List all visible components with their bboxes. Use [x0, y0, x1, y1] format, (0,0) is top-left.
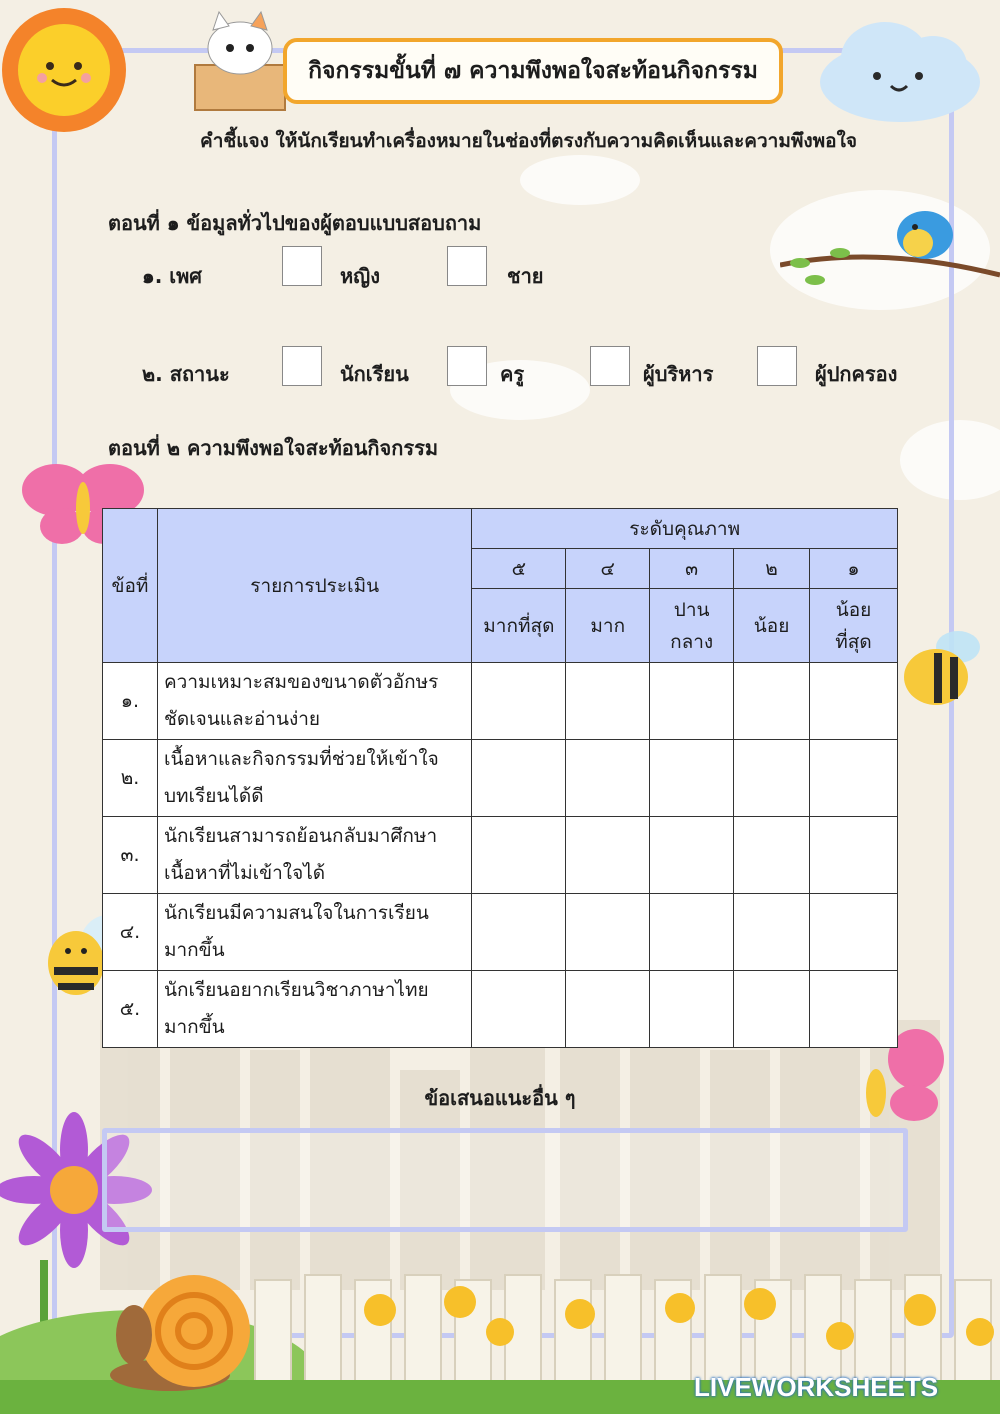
table-row [103, 971, 898, 1048]
rating-cell-5[interactable] [472, 817, 566, 894]
cloud-icon [815, 14, 985, 129]
table-row [103, 663, 898, 740]
rating-cell-1[interactable] [810, 894, 898, 971]
row-item: นักเรียนมีความสนใจในการเรียน มากขึ้น [157, 894, 471, 971]
sun-icon [0, 0, 135, 140]
page-title: กิจกรรมขั้นที่ ๗ ความพึงพอใจสะท้อนกิจกรรม [308, 58, 758, 84]
rating-cell-1[interactable] [810, 971, 898, 1048]
level-number: ๕ [472, 549, 566, 589]
suggestion-label: ข้อเสนอแนะอื่น ๆ [424, 1086, 576, 1110]
bee-icon [900, 625, 985, 710]
header-quality-level: ระดับคุณภาพ [472, 509, 898, 549]
checkbox-parent[interactable] [757, 346, 797, 386]
rating-cell-3[interactable] [650, 817, 734, 894]
title-box [283, 38, 783, 104]
rating-cell-4[interactable] [566, 894, 650, 971]
rating-cell-4[interactable] [566, 817, 650, 894]
liveworksheets-logo: LIVEWORKSHEETS [694, 1372, 939, 1402]
rating-cell-1[interactable] [810, 817, 898, 894]
rating-cell-4[interactable] [566, 740, 650, 817]
table-row [103, 740, 898, 817]
table-row [103, 817, 898, 894]
instruction-text: คำชี้แจง ให้นักเรียนทำเครื่องหมายในช่องที่ตรงกับความคิดเห็นและความพึงพอใจ [200, 130, 858, 152]
gender-label: ๑. เพศ [142, 264, 202, 288]
level-number: ๑ [810, 549, 898, 589]
rating-cell-1[interactable] [810, 663, 898, 740]
row-number: ๓. [103, 817, 158, 894]
option-student: นักเรียน [340, 362, 409, 386]
row-item: นักเรียนอยากเรียนวิชาภาษาไทย มากขึ้น [157, 971, 471, 1048]
level-label: มากที่สุด [472, 589, 566, 663]
checkbox-male[interactable] [447, 246, 487, 286]
level-label: ปาน กลาง [650, 589, 734, 663]
header-item-no: ข้อที่ [103, 509, 158, 663]
level-label: น้อย ที่สุด [810, 589, 898, 663]
rating-cell-3[interactable] [650, 663, 734, 740]
rating-cell-2[interactable] [734, 817, 810, 894]
level-label: น้อย [734, 589, 810, 663]
row-number: ๔. [103, 894, 158, 971]
part2-heading: ตอนที่ ๒ ความพึงพอใจสะท้อนกิจกรรม [108, 436, 439, 460]
rating-cell-4[interactable] [566, 971, 650, 1048]
option-teacher: ครู [500, 362, 525, 386]
level-number: ๓ [650, 549, 734, 589]
table-row [103, 894, 898, 971]
level-label: มาก [566, 589, 650, 663]
level-number: ๔ [566, 549, 650, 589]
rating-cell-2[interactable] [734, 663, 810, 740]
row-number: ๑. [103, 663, 158, 740]
header-evaluation-item: รายการประเมิน [157, 509, 471, 663]
row-item: เนื้อหาและกิจกรรมที่ช่วยให้เข้าใจ บทเรียนได้ดี [157, 740, 471, 817]
rating-cell-5[interactable] [472, 971, 566, 1048]
checkbox-teacher[interactable] [447, 346, 487, 386]
option-female: หญิง [340, 264, 380, 288]
option-administrator: ผู้บริหาร [643, 362, 714, 386]
rating-cell-4[interactable] [566, 663, 650, 740]
rating-cell-1[interactable] [810, 740, 898, 817]
rating-cell-2[interactable] [734, 971, 810, 1048]
rating-cell-5[interactable] [472, 740, 566, 817]
checkbox-student[interactable] [282, 346, 322, 386]
level-number: ๒ [734, 549, 810, 589]
checkbox-female[interactable] [282, 246, 322, 286]
snail-icon [110, 1255, 250, 1395]
option-male: ชาย [507, 264, 544, 288]
row-item: ความเหมาะสมของขนาดตัวอักษร ชัดเจนและอ่านง่าย [157, 663, 471, 740]
rating-cell-5[interactable] [472, 894, 566, 971]
bird-on-branch-icon [780, 205, 1000, 315]
row-item: นักเรียนสามารถย้อนกลับมาศึกษา เนื้อหาที่ไม่เข้าใจได้ [157, 817, 471, 894]
row-number: ๕. [103, 971, 158, 1048]
row-number: ๒. [103, 740, 158, 817]
checkbox-administrator[interactable] [590, 346, 630, 386]
rating-cell-2[interactable] [734, 740, 810, 817]
part1-heading: ตอนที่ ๑ ข้อมูลทั่วไปของผู้ตอบแบบสอบถาม [108, 211, 482, 235]
rating-cell-3[interactable] [650, 971, 734, 1048]
status-label: ๒. สถานะ [142, 362, 230, 386]
rating-cell-3[interactable] [650, 740, 734, 817]
option-parent: ผู้ปกครอง [815, 362, 898, 386]
rating-cell-3[interactable] [650, 894, 734, 971]
rating-cell-2[interactable] [734, 894, 810, 971]
rating-cell-5[interactable] [472, 663, 566, 740]
suggestion-textarea[interactable] [102, 1128, 908, 1232]
evaluation-table [102, 508, 898, 1048]
